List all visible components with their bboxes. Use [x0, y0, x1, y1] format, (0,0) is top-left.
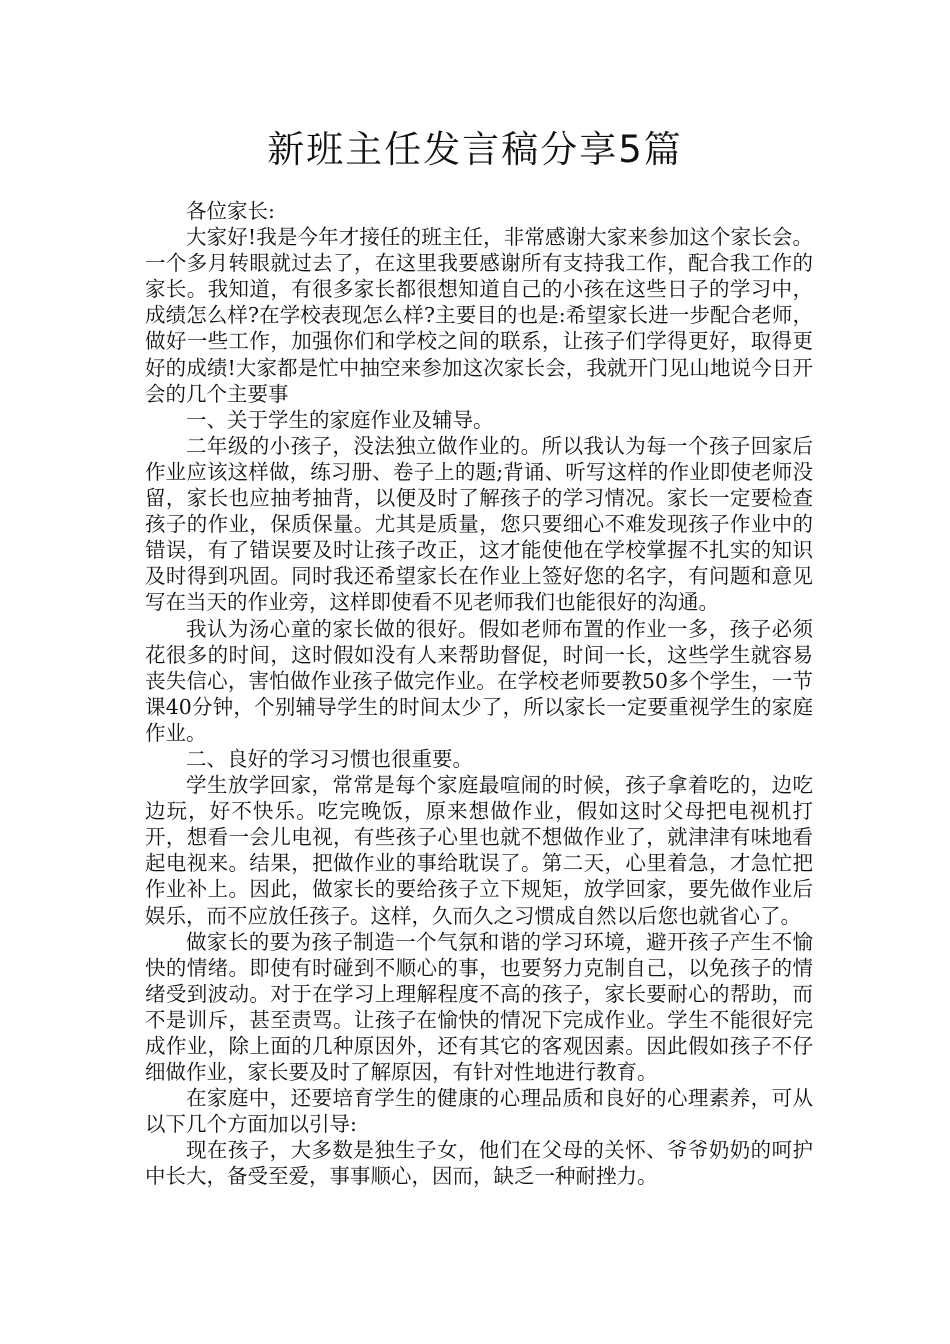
section-heading-homework: 一、关于学生的家庭作业及辅导。	[186, 407, 494, 432]
document-title: 新班主任发言稿分享5篇	[267, 128, 683, 171]
paragraph-after-school: 学生放学回家，常常是每个家庭最喧闹的时候，孩子拿着吃的，边吃边玩，好不快乐。吃完晚饭，原来想做作业，假如这时父母把电视机打开，想看一会儿电视，有些孩子心里也就不想做作业了，就津津有味地看起电视来。结果，把做作业的事给耽误了。第二天，心里着急，才急忙把作业补上。因此，做家长的要给孩子立下规矩，放学回家，要先做作业后娱乐，而不应放任孩子。这样，久而久之习惯成自然以后您也就省心了。	[145, 773, 813, 928]
paragraph-example-parent: 我认为汤心童的家长做的很好。假如老师布置的作业一多，孩子必须花很多的时间，这时假如没有人来帮助督促，时间一长，这些学生就容易丧失信心，害怕做作业孩子做完作业。在学校老师要教50多个学生，一节课40分钟，个别辅导学生的时间太少了，所以家长一定要重视学生的家庭作业。	[145, 616, 813, 745]
section-heading-habits: 二、良好的学习习惯也很重要。	[186, 746, 473, 771]
paragraph-salutation: 各位家长:	[186, 199, 275, 223]
paragraph-only-children: 现在孩子，大多数是独生子女，他们在父母的关怀、爷爷奶奶的呵护中长大，备受至爱，事事顺心，因而，缺乏一种耐挫力。	[145, 1138, 813, 1189]
paragraph-psychology: 在家庭中，还要培育学生的健康的心理品质和良好的心理素养，可从以下几个方面加以引导:	[145, 1086, 813, 1137]
paragraph-environment: 做家长的要为孩子制造一个气氛和谐的学习环境，避开孩子产生不愉快的情绪。即使有时碰到不顺心的事，也要努力克制自己，以免孩子的情绪受到波动。对于在学习上理解程度不高的孩子，家长要耐心的帮助，而不是训斥，甚至责骂。让孩子在愉快的情况下完成作业。学生不能很好完成作业，除上面的几种原因外，还有其它的客观因素。因此假如孩子不仔细做作业，家长要及时了解原因，有针对性地进行教育。	[145, 929, 813, 1085]
paragraph-greeting: 大家好!我是今年才接任的班主任，非常感谢大家来参加这个家长会。一个多月转眼就过去了，在这里我要感谢所有支持我工作，配合我工作的家长。我知道，有很多家长都很想知道自己的小孩在这些日子的学习中，成绩怎么样?在学校表现怎么样?主要目的也是:希望家长进一步配合老师，做好一些工作，加强你们和学校之间的联系，让孩子们学得更好，取得更好的成绩!大家都是忙中抽空来参加这次家长会，我就开门见山地说今日开会的几个主要事	[145, 225, 813, 406]
document-body	[145, 198, 813, 1190]
paragraph-homework: 二年级的小孩子，没法独立做作业的。所以我认为每一个孩子回家后作业应该这样做，练习册、卷子上的题;背诵、听写这样的作业即使老师没留，家长也应抽考抽背，以便及时了解孩子的学习情况。家长一定要检查孩子的作业，保质保量。尤其是质量，您只要细心不难发现孩子作业中的错误，有了错误要及时让孩子改正，这才能使他在学校掌握不扎实的知识及时得到巩固。同时我还希望家长在作业上签好您的名字，有问题和意见写在当天的作业旁，这样即使看不见老师我们也能很好的沟通。	[145, 433, 813, 615]
